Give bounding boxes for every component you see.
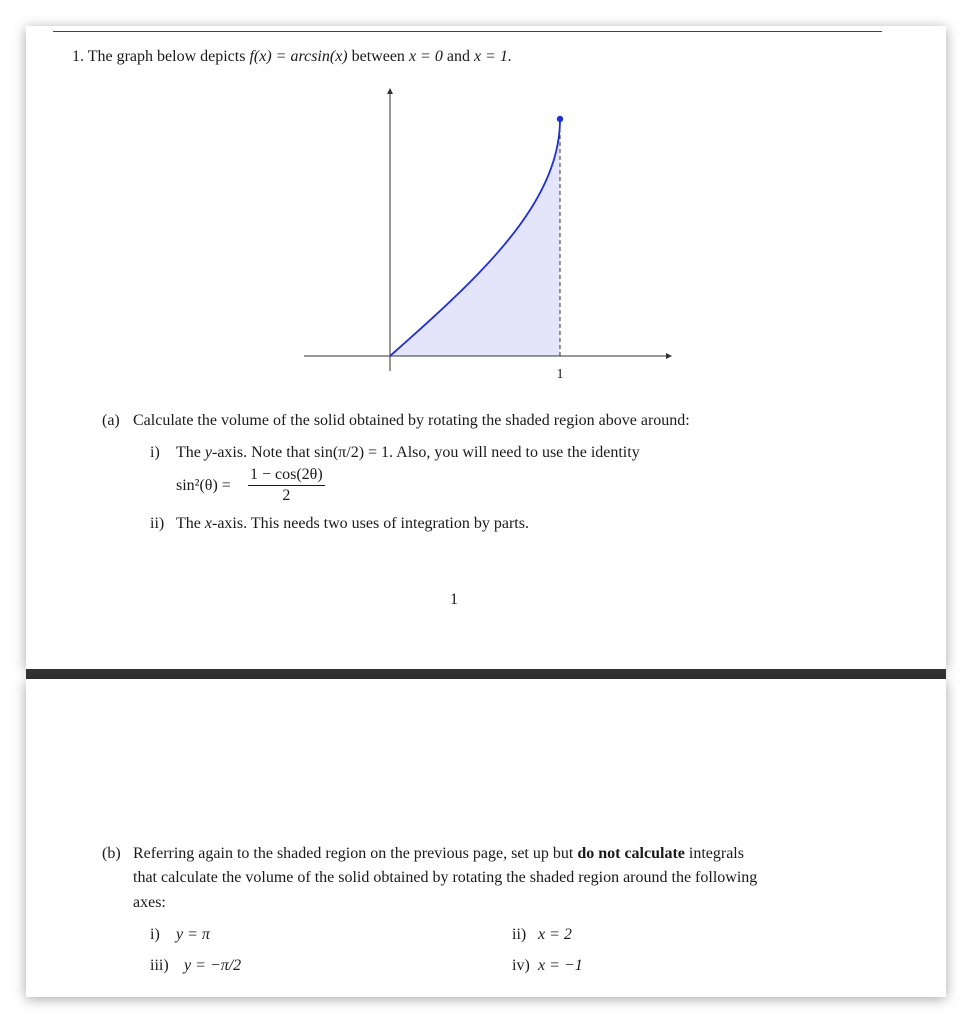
arcsin-graph (296, 81, 686, 386)
part-b-item-label: iii) (150, 957, 169, 974)
part-a-ii-variable: x (204, 515, 212, 532)
function-expression: f(x) = arcsin(x) (249, 48, 348, 65)
identity-numerator: 1 − cos(2θ) (250, 466, 323, 483)
part-b-line-1-end: integrals (688, 845, 744, 862)
part-a-i-variable: y (204, 444, 212, 461)
page-number: 1 (450, 591, 458, 608)
shaded-region (390, 119, 560, 356)
part-b-item-expression: y = π (176, 926, 210, 943)
problem-number: 1. (72, 48, 84, 65)
part-a-i-text-start: The (176, 444, 201, 461)
page-1 (26, 26, 946, 669)
part-a-label: (a) (102, 412, 120, 429)
intro-between: between (351, 48, 405, 65)
part-a-ii-text-start: The (176, 515, 201, 532)
part-b-line-2: that calculate the volume of the solid obtained by rotating the shaded region around the following (133, 869, 758, 886)
part-b-line-1-start: Referring again to the shaded region on the previous page, set up but (133, 845, 574, 862)
do-not-calculate-emphasis: do not calculate (577, 845, 685, 862)
identity-lhs: sin²(θ) = (176, 477, 231, 494)
part-b-line-1 (133, 844, 744, 864)
part-a-ii-text (176, 514, 529, 534)
part-a-ii-label: ii) (150, 515, 165, 532)
part-a-i-label: i) (150, 444, 160, 461)
part-b-item-label: i) (150, 926, 160, 943)
part-a-i-text (176, 443, 640, 463)
intro-and: and (446, 48, 470, 65)
part-b-item-expression: x = −1 (538, 957, 583, 974)
intro-prefix: The graph below depicts (87, 48, 246, 65)
part-b-line-3: axes: (133, 894, 166, 911)
top-rule (53, 31, 882, 32)
fraction-bar (248, 485, 325, 486)
x-tick-label: 1 (556, 367, 564, 382)
page-divider (26, 669, 946, 679)
part-b-item-expression: y = −π/2 (184, 957, 242, 974)
endpoint-dot (557, 116, 563, 122)
part-b-item-label: ii) (512, 926, 527, 943)
part-b-item-expression: x = 2 (538, 926, 572, 943)
part-b-label: (b) (102, 845, 121, 862)
part-b-item-label: iv) (512, 957, 530, 974)
identity-fraction (248, 466, 325, 505)
x-end: x = 1. (473, 48, 512, 65)
part-a-i-text-end: -axis. Note that sin(π/2) = 1. Also, you will need to use the identity (211, 444, 640, 461)
part-a-text: Calculate the volume of the solid obtained by rotating the shaded region above around: (133, 412, 690, 429)
problem-statement (72, 47, 512, 67)
x-start: x = 0 (408, 48, 443, 65)
identity-denominator: 2 (282, 487, 291, 504)
part-a-ii-text-end: -axis. This needs two uses of integration by parts. (211, 515, 529, 532)
page-2 (26, 679, 946, 997)
